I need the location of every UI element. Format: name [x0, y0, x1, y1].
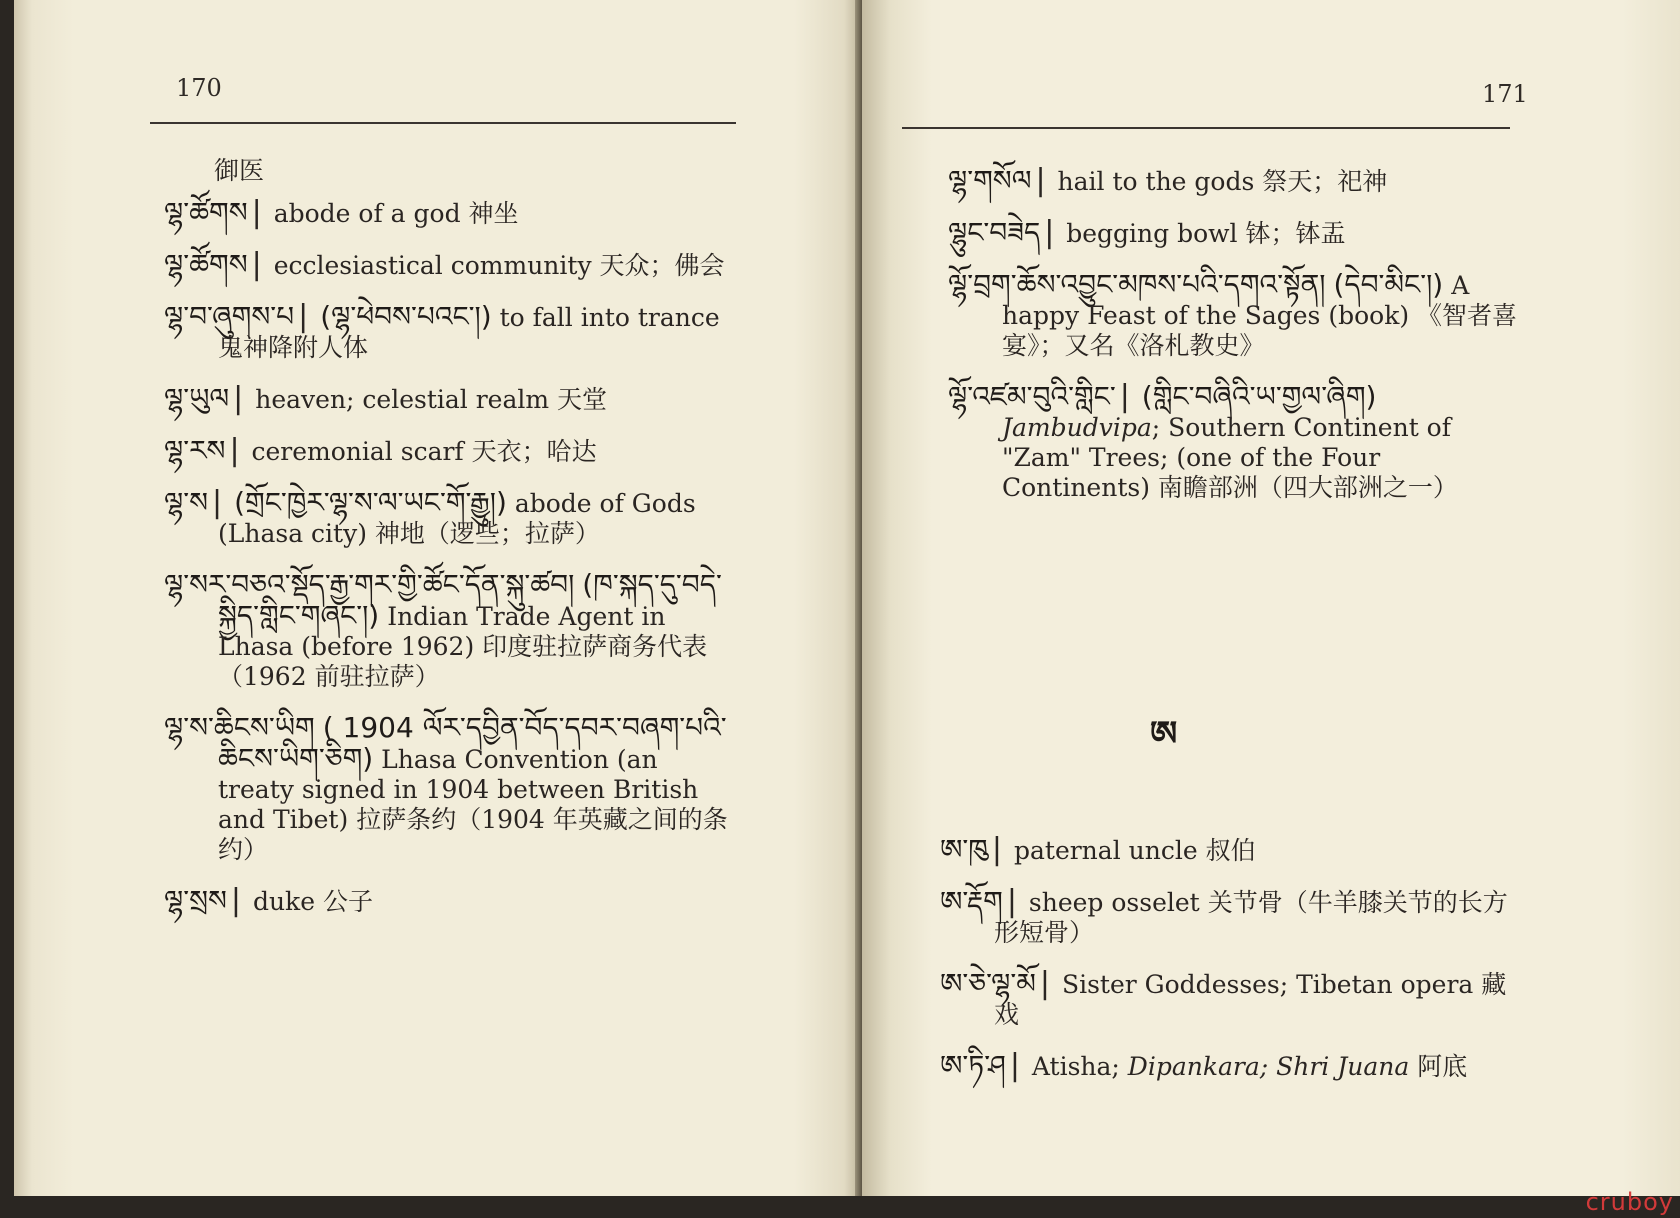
entry: ལྷ་སྲས | duke 公子: [164, 883, 373, 918]
entry-tibetan: ལྷ་རས: [164, 434, 226, 467]
entries-right-a: [940, 832, 1520, 1083]
entry-en: sheep osselet: [1028, 888, 1200, 917]
entry-en: abode of a god: [273, 199, 461, 228]
header-rule-left: [150, 122, 736, 124]
entry-tibetan: ཨ་ཏི་ཤ: [940, 1049, 1006, 1082]
entry: [948, 270, 1528, 361]
entry: ལྷ་ཚོགས | abode of a god 神坐: [164, 195, 519, 230]
entry-en: duke: [252, 887, 316, 916]
entry-en: ceremonial scarf: [251, 437, 464, 466]
entry-zh: 关节骨（牛羊膝关节的长方形短骨）: [994, 888, 1508, 947]
entry-en: Lhasa Convention (an treaty signed in 1904 between British and Tibet): [218, 745, 699, 834]
entry-note: (གྲོང་ཁྱེར་ལྷ་ས་ལ་ཡང་གོ་རྒྱུ།): [234, 486, 507, 519]
entry-en: to fall into trance: [499, 303, 720, 332]
entry-en: A happy Feast of the Sages (book): [1002, 271, 1470, 330]
entry-zh: 天衣；哈达: [471, 437, 597, 466]
entry-zh: 《智者喜宴》；又名《洛札教史》: [1002, 301, 1518, 360]
entry-tibetan: ལྷ་བ་ཞུགས་པ: [164, 300, 295, 333]
entry-en: Sister Goddesses; Tibetan opera: [1061, 970, 1474, 999]
entry: ལྷ་བ་ཞུགས་པ | (ལྷ་ཕེབས་པའང་།) to fall into trance 鬼神降附人体: [164, 299, 720, 362]
entry-tibetan: ལྷོ་བྲག་ཆོས་འབྱུང་མཁས་པའི་དགའ་སྟོན།: [948, 268, 1326, 301]
entry-zh: 公子: [322, 887, 373, 916]
entry: ཨ་ཅེ་ལྷ་མོ | Sister Goddesses; Tibetan opera 藏戏: [940, 966, 1507, 1029]
entry-zh: 藏戏: [994, 970, 1507, 1029]
page-number-left: 170: [176, 74, 222, 102]
entry-tibetan: ལྷ་གསོལ: [948, 164, 1032, 197]
entry-en: abode of Gods (Lhasa city): [218, 489, 696, 548]
entry: ཨ་ཁུ | paternal uncle 叔伯: [940, 832, 1256, 867]
entry-tibetan: ལྷ་ས་ཆིངས་ཡིག: [164, 711, 315, 744]
entries-right: [948, 163, 1528, 503]
header-rule-right: [902, 127, 1510, 129]
entry-zh: 拉萨条约（1904 年英藏之间的条约）: [218, 805, 728, 864]
entry: ལྷ་རས | ceremonial scarf 天衣；哈达: [164, 433, 597, 468]
entry-zh: 钵；钵盂: [1245, 219, 1346, 248]
entry: ལྷ་ས | (གྲོང་ཁྱེར་ལྷ་ས་ལ་ཡང་གོ་རྒྱུ།) abode of Gods (Lhasa city) 神地（逻些；拉萨）: [164, 485, 696, 548]
entry: ལྷོ་འཛམ་བུའི་གླིང་ | (གླིང་བཞིའི་ཡ་གྱལ་ཞིག) Jambudvipa; Southern Continent of "Zam" Trees; (one of the Four Continents) 南瞻部洲（四大部洲之一）: [948, 379, 1458, 502]
entry-zh: 阿底: [1417, 1052, 1468, 1081]
bottom-band: [0, 1196, 1680, 1218]
entry-en-italic: Dipankara; Shri Juana: [1127, 1052, 1410, 1081]
entry-en: heaven; celestial realm: [255, 385, 550, 414]
entry-en: Indian Trade Agent in Lhasa (before 1962): [218, 602, 666, 661]
section-letter: ཨ: [1150, 714, 1178, 754]
entry-zh: 天众；佛会: [599, 251, 725, 280]
entry: ཨ་ཏི་ཤ | Atisha; Dipankara; Shri Juana 阿底: [940, 1048, 1468, 1083]
entry-zh: 鬼神降附人体: [218, 333, 369, 362]
entry: [164, 570, 739, 692]
entry-en: Atisha;: [1031, 1052, 1120, 1081]
left-page: [14, 0, 860, 1196]
entry-tibetan: ལྷོ་འཛམ་བུའི་གླིང་: [948, 380, 1116, 413]
entry-tibetan: ལྷ་སར་བཅའ་སྡོད་རྒྱ་གར་གྱི་ཚོང་དོན་སྐུ་ཚབ།: [164, 568, 575, 601]
entry-zh: 祭天；祀神: [1262, 167, 1388, 196]
entry-en: ; Southern Continent of "Zam" Trees; (one of the Four Continents): [1002, 413, 1451, 502]
watermark: cruboy: [1585, 1188, 1674, 1216]
entry: ཨ་རྡོག | sheep osselet 关节骨（牛羊膝关节的长方形短骨）: [940, 884, 1508, 947]
entry-en: ecclesiastical community: [273, 251, 592, 280]
page-number-right: 171: [1482, 80, 1528, 108]
entry-tibetan: ཨ་ཁུ: [940, 833, 988, 866]
entry-zh: 叔伯: [1205, 836, 1256, 865]
entry-tibetan: ལྷ་ཡུལ: [164, 382, 230, 415]
entry: ལྷ་གསོལ | hail to the gods 祭天；祀神: [948, 163, 1388, 198]
entry-note: (གླིང་བཞིའི་ཡ་གྱལ་ཞིག): [1141, 380, 1377, 413]
entry-note: (ལྷ་ཕེབས་པའང་།): [320, 300, 492, 333]
entry-zh: 神地（逻些；拉萨）: [374, 519, 600, 548]
entry-tibetan: ཨ་ཅེ་ལྷ་མོ: [940, 967, 1036, 1000]
entry-continuation: [164, 156, 739, 186]
entry-note: (ཁ་སྐད་དུ་བདེ་སྐྱིད་གླིང་གཞང་།): [218, 568, 722, 632]
entry-zh: 御医: [214, 156, 265, 185]
entry-zh: 南瞻部洲（四大部洲之一）: [1157, 473, 1458, 502]
entry-zh: 印度驻拉萨商务代表（1962 前驻拉萨）: [218, 632, 708, 691]
entry-tibetan: ལྷུང་བཟེད: [948, 216, 1041, 249]
entry-tibetan: ལྷ་ཚོགས: [164, 248, 248, 281]
entry: ལྷ་ཚོགས | ecclesiastical community 天众；佛会: [164, 247, 725, 282]
entry-en: hail to the gods: [1057, 167, 1255, 196]
entry-tibetan: ལྷ་ས: [164, 486, 208, 519]
entry-tibetan: ལྷ་སྲས: [164, 884, 227, 917]
right-page: [862, 0, 1680, 1196]
entry-en: begging bowl: [1066, 219, 1238, 248]
entry: ལྷ་ཡུལ | heaven; celestial realm 天堂: [164, 381, 608, 416]
entry: [164, 713, 739, 865]
entry-note: ( 1904 ལོར་དབྱིན་བོད་དབར་བཞག་པའི་ཆིངས་ཡིག་ཅིག): [218, 711, 727, 775]
entries-left: [164, 156, 739, 917]
entry-zh: 天堂: [557, 385, 608, 414]
entry-tibetan: ཨ་རྡོག: [940, 885, 1003, 918]
entry-zh: 神坐: [468, 199, 519, 228]
entry-note: (དེབ་མིང་།): [1333, 268, 1444, 301]
entry: ལྷུང་བཟེད | begging bowl 钵；钵盂: [948, 215, 1346, 250]
entry-en-italic: Jambudvipa: [1002, 413, 1152, 442]
entry-tibetan: ལྷ་ཚོགས: [164, 196, 248, 229]
entry-en: paternal uncle: [1013, 836, 1198, 865]
